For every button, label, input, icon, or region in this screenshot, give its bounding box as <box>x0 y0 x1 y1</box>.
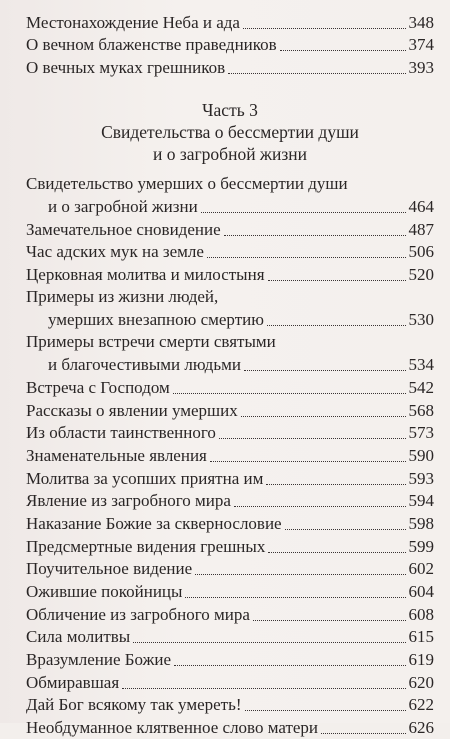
dot-leader <box>210 461 406 462</box>
dot-leader <box>244 370 406 371</box>
toc-entry-page: 573 <box>408 423 434 443</box>
toc-entry-title: Поучительное видение <box>26 559 193 579</box>
toc-entry-page: 598 <box>408 513 434 533</box>
toc-entry-page: 619 <box>408 650 434 670</box>
toc-entry-title-continued: и о загробной жизни <box>48 196 198 216</box>
toc-entry-title: Молитва за усопших приятна им <box>26 468 264 488</box>
dot-leader <box>174 665 405 666</box>
toc-entry-title: Встреча с Господом <box>26 377 170 397</box>
dot-leader <box>268 280 406 281</box>
dot-leader <box>133 642 405 643</box>
toc-entry-title: Дай Бог всякому так умереть! <box>26 695 242 715</box>
toc-entry <box>26 422 434 445</box>
toc-entry <box>26 376 434 399</box>
dot-leader <box>245 710 406 711</box>
dot-leader <box>122 688 405 689</box>
toc-entry-page: 599 <box>408 536 434 556</box>
dot-leader <box>266 484 405 485</box>
toc-entry-page: 622 <box>408 695 434 715</box>
toc-entry <box>26 331 434 376</box>
toc-entry-title: Церковная молитва и милостыня <box>26 265 265 285</box>
dot-leader <box>234 506 406 507</box>
toc-entry-title: Рассказы о явлении умерших <box>26 400 238 420</box>
toc-entry-title: Примеры из жизни людей, <box>26 287 219 307</box>
dot-leader <box>173 393 406 394</box>
part-title-line1: Свидетельства о бессмертии души <box>101 122 359 143</box>
dot-leader <box>268 552 405 553</box>
dot-leader <box>228 73 405 74</box>
toc-entry <box>26 512 434 535</box>
dot-leader <box>321 733 405 734</box>
toc-entry <box>26 173 434 218</box>
toc-entry <box>26 56 434 79</box>
toc-entry-page: 590 <box>408 445 434 465</box>
dot-leader <box>285 529 406 530</box>
toc-entry <box>26 603 434 626</box>
toc-entry-title: Вразумление Божие <box>26 650 172 670</box>
part-number: Часть 3 <box>202 100 258 121</box>
part-title-line2: и о загробной жизни <box>152 144 308 165</box>
toc-entry-page: 348 <box>408 12 434 32</box>
toc-entry <box>26 716 434 739</box>
toc-entry <box>26 286 434 331</box>
toc-entry-title: О вечных муках грешников <box>26 58 226 78</box>
toc-entry-title: Местонахождение Неба и ада <box>26 12 240 32</box>
toc-entry <box>26 467 434 490</box>
toc-entry <box>26 558 434 581</box>
toc-entry-page: 608 <box>408 604 434 624</box>
dot-leader <box>241 416 406 417</box>
toc-entry <box>26 490 434 513</box>
toc-entry <box>26 671 434 694</box>
toc-entry-title: Необдуманное клятвенное слово матери <box>26 718 319 738</box>
toc-entry-page: 530 <box>408 309 434 329</box>
dot-leader <box>224 235 406 236</box>
toc-entry-page: 374 <box>408 35 434 55</box>
toc-entry <box>26 648 434 671</box>
toc-entry-page: 626 <box>408 718 434 738</box>
table-of-contents <box>26 11 434 739</box>
toc-entry-title: Наказание Божие за сквернословие <box>26 513 282 533</box>
toc-entry <box>26 241 434 264</box>
toc-entry-page: 464 <box>408 196 434 216</box>
toc-entry <box>26 694 434 717</box>
toc-entry-title: Предсмертные видения грешных <box>26 536 266 556</box>
toc-entry-title-continued: и благочестивыми людьми <box>48 354 241 374</box>
toc-entry <box>26 444 434 467</box>
toc-entry-title: Ожившие покойницы <box>26 582 183 601</box>
dot-leader <box>253 620 406 621</box>
toc-entry-title: Обмиравшая <box>26 672 120 692</box>
toc-entry-page: 506 <box>408 242 434 262</box>
toc-entry-title: Час адских мук на земле <box>26 242 204 262</box>
toc-entry-title: Свидетельство умерших о бессмертии души <box>26 174 348 194</box>
toc-entry-title: Сила молитвы <box>26 627 131 647</box>
toc-entry-title: Примеры встречи смерти святыми <box>26 332 276 352</box>
toc-entry-page: 602 <box>408 559 434 579</box>
toc-entry <box>26 399 434 422</box>
dot-leader <box>207 257 406 258</box>
toc-entry-page: 594 <box>408 491 434 511</box>
toc-entry-page: 593 <box>408 468 434 488</box>
toc-entry-page: 534 <box>408 354 434 374</box>
dot-leader <box>243 28 406 29</box>
toc-entry-title: Обличение из загробного мира <box>26 604 250 624</box>
dot-leader <box>267 325 406 326</box>
toc-entry-page: 520 <box>408 265 434 285</box>
toc-entry-page: 393 <box>408 58 434 78</box>
toc-entry-title: Замечательное сновидение <box>26 219 221 239</box>
toc-entry <box>26 34 434 57</box>
dot-leader <box>195 574 405 575</box>
dot-leader <box>280 50 406 51</box>
toc-entry-page: 615 <box>408 627 434 647</box>
toc-entry <box>26 11 434 34</box>
toc-entry <box>26 626 434 649</box>
toc-entry-page: 568 <box>408 400 434 420</box>
toc-entry <box>26 580 434 603</box>
toc-entry-title: Явление из загробного мира <box>26 491 231 511</box>
toc-entry-page: 487 <box>408 219 434 239</box>
toc-entry-page: 604 <box>408 582 434 601</box>
toc-entry-page: 542 <box>408 377 434 397</box>
toc-entry-title-continued: умерших внезапною смертию <box>48 309 264 329</box>
part-header <box>26 99 434 165</box>
dot-leader <box>201 212 406 213</box>
toc-entry <box>26 263 434 286</box>
dot-leader <box>185 597 405 598</box>
toc-entry-title: Из области таинственного <box>26 423 216 443</box>
dot-leader <box>219 438 406 439</box>
toc-entry-title: О вечном блаженстве праведников <box>26 35 277 55</box>
toc-entry-title: Знаменательные явления <box>26 445 207 465</box>
toc-entry <box>26 535 434 558</box>
toc-entry <box>26 218 434 241</box>
toc-entry-page: 620 <box>408 672 434 692</box>
